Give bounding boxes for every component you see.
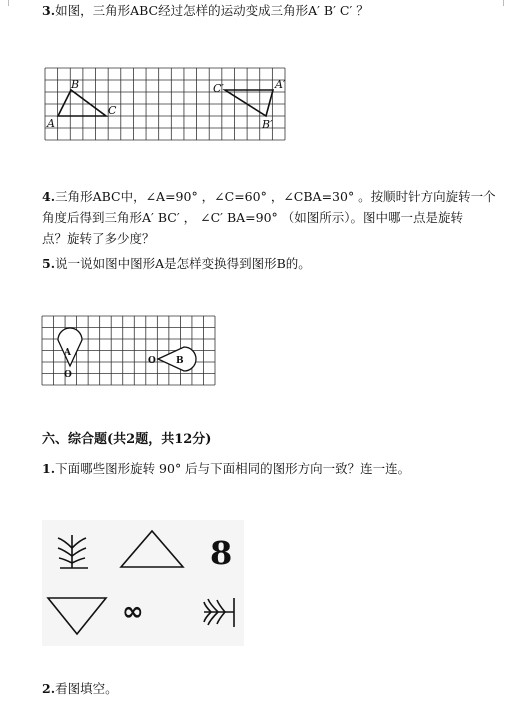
label-shape-b: B (176, 356, 184, 366)
label-b: B (71, 78, 80, 91)
question-number: 1. (42, 461, 56, 476)
question-text: 说一说如图中图形A是怎样变换得到图形B的。 (55, 256, 311, 271)
label-o-b: O (148, 356, 156, 366)
question-text-line-3: 点？旋转了多少度？ (42, 231, 155, 246)
label-o-a: O (64, 370, 72, 380)
question-text: 下面哪些图形旋转 90° 后与下面相同的图形方向一致？连一连。 (55, 461, 411, 476)
question-number: 2. (42, 681, 56, 696)
label-b-prime: B′ (262, 118, 273, 131)
digit-eight-shape: 8 (210, 534, 233, 572)
question-text-line-2: 角度后得到三角形A′ BC′ ， ∠C′ BA=90° （如图所示）。图中哪一点是旋转 (42, 210, 464, 225)
label-a-prime: A′ (275, 78, 286, 91)
label-c-prime: C′ (213, 82, 224, 95)
question-number: 5. (42, 256, 56, 271)
triangle-down-shape (48, 598, 106, 634)
label-shape-a: A (64, 348, 71, 358)
infinity-shape: ∞ (122, 597, 144, 627)
question-text: 看图填空。 (55, 681, 118, 696)
question-number: 4. (42, 189, 56, 204)
plant-shape (58, 535, 88, 568)
plant-rotated-shape (204, 598, 234, 627)
question-text: 如图，三角形ABC经过怎样的运动变成三角形A′ B′ C′ ？ (55, 3, 369, 18)
section-6-question-2 (42, 678, 118, 699)
label-a: A (47, 117, 55, 130)
section-title: 六、综合题(共2题，共12分) (42, 432, 212, 447)
label-c: C (108, 104, 117, 117)
triangle-up-shape (121, 531, 183, 567)
question-number: 3. (42, 3, 56, 18)
question-text-line-1: 三角形ABC中，∠A=90° ，∠C=60° ，∠CBA=30° 。按顺时针方向旋转一个 (55, 189, 496, 204)
